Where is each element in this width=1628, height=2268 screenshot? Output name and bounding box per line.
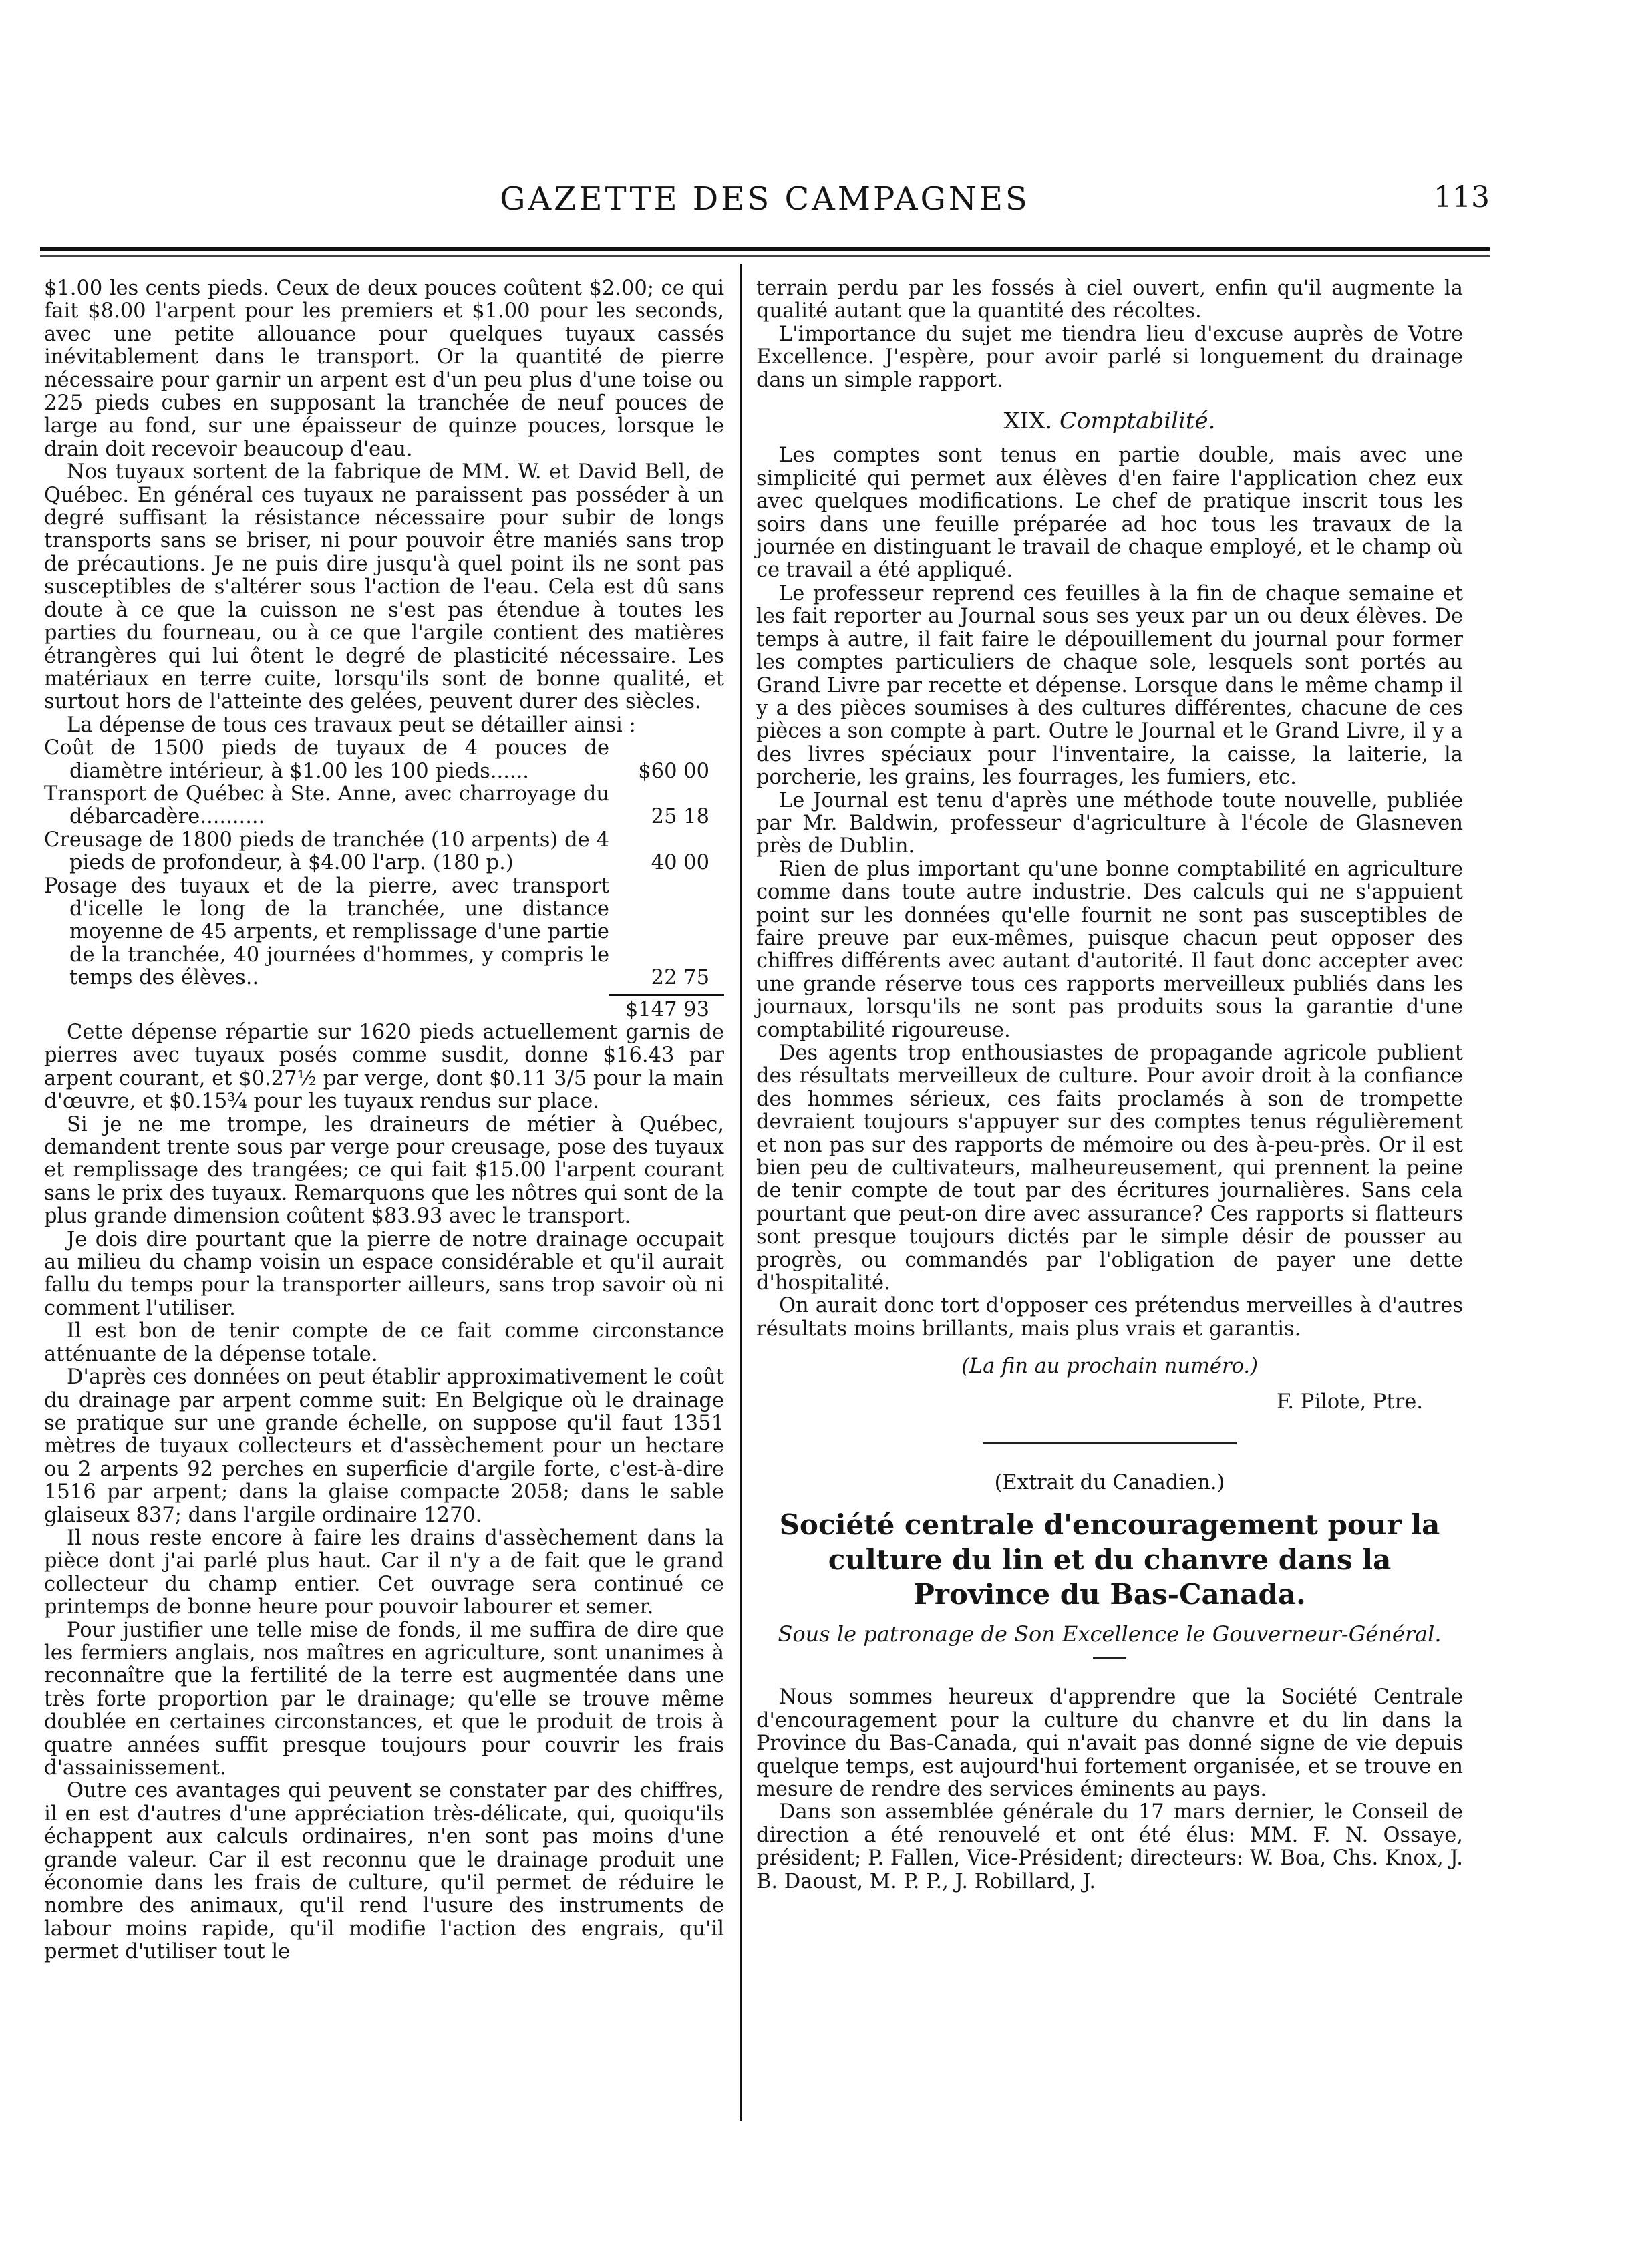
column-divider xyxy=(740,264,742,2121)
paragraph: Des agents trop enthousiastes de propagande agricole publient des résultats merveilleux de culture. Pour avoir droit à la confiance des hommes sérieux, ces faits proclamés à son de trompette devraient toujours s'appuyer sur des comptes tenus régulièrement et non pas sur des rapports de mémoire ou des à-peu-près. Or il est bien peu de cultivateurs, malheureusement, qui prennent la peine de tenir compte de tout par des écritures journalières. Sans cela pourtant que peut-on dire avec assurance? Ces rapports si flatteurs sont presque toujours dictés par le simple désir de pousser au progrès, ou commandés par l'obligation de payer une dette d'hospitalité. xyxy=(756,1041,1463,1295)
paragraph: Les comptes sont tenus en partie double, mais avec une simplicité qui permet aux élèves d'en faire l'application chez eux avec quelques modifications. Le chef de pratique inscrit tous les soirs dans une feuille préparée ad hoc tous les travaux de la journée en distinguant le travail de chaque employé, et le champ où ce travail a été appliqué. xyxy=(756,444,1463,583)
signature: F. Pilote, Ptre. xyxy=(1277,1390,1423,1414)
header-rule-thin xyxy=(40,255,1490,257)
paragraph: Nos tuyaux sortent de la fabrique de MM. W. et David Bell, de Québec. En général ces tuyaux ne paraissent pas posséder à un degré suffisant la résistance nécessaire pour subir de longs transports sans se briser, ni pour pouvoir être maniés sans trop de précautions. Je ne puis dire jusqu'à quel point ils ne sont pas susceptibles de s'altérer sous l'action de l'eau. Cela est dû sans doute à ce que la cuisson ne s'est pas étendue à toutes les parties du fourneau, ou à ce que l'argile contient des matières étrangères qui lui ôtent le degré de plasticité nécessaire. Les matériaux en terre cuite, lorsqu'ils sont de bonne qualité, et surtout hors de l'atteinte des gelées, peuvent durer des siècles. xyxy=(44,460,724,714)
paragraph: Je dois dire pourtant que la pierre de notre drainage occupait au milieu du champ voisin un espace considérable et qu'il aurait fallu du temps pour la transporter ailleurs, sans trop savoir où ni comment l'utiliser. xyxy=(44,1227,724,1320)
paragraph: L'importance du sujet me tiendra lieu d'excuse auprès de Votre Excellence. J'espère, pour avoir parlé si longuement du drainage dans un simple rapport. xyxy=(756,322,1463,392)
ledger-amount: 22 75 xyxy=(651,966,709,990)
paragraph: terrain perdu par les fossés à ciel ouvert, enfin qu'il augmente la qualité autant que la quantité des récoltes. xyxy=(756,277,1463,323)
section-title: Comptabilité. xyxy=(1060,408,1216,435)
ledger-row xyxy=(44,875,724,990)
paragraph: Si je ne me trompe, les draineurs de métier à Québec, demandent trente sous par verge pour creusage, pose des tuyaux et remplissage des trangées; ce qui fait $15.00 l'arpent courant sans le prix des tuyaux. Remarquons que les nôtres qui sont de la plus grande dimension coûtent $83.93 avec le transport. xyxy=(44,1112,724,1229)
page-number: 113 xyxy=(1434,180,1490,214)
section-heading xyxy=(756,408,1463,435)
paragraph: Outre ces avantages qui peuvent se constater par des chiffres, il en est d'autres d'une appréciation très-délicate, qui, quoiqu'ils échappent aux calculs ordinaires, n'en sont pas moins d'une grande valeur. Car il est reconnu que le drainage produit une économie dans les frais de culture, qu'il permet de réduire le nombre des animaux, qu'il rend l'usure des instruments de labour moins rapide, qu'il modifie l'action des engrais, qu'il permet d'utiliser tout le xyxy=(44,1779,724,1964)
ledger-amount: $60 00 xyxy=(638,759,709,783)
paragraph: Le professeur reprend ces feuilles à la fin de chaque semaine et les fait reporter au Journal sous ses yeux par un ou deux élèves. De temps à autre, il fait faire le dépouillement du journal pour former les comptes particuliers de chaque sole, lesquels sont portés au Grand Livre par recette et dépense. Lorsque dans le même champ il y a des pièces soumises à des cultures différentes, chacune de ces pièces a son compte à part. Outre le Journal et le Grand Livre, il y a des livres spéciaux pour l'inventaire, la caisse, la laiterie, la porcherie, les grains, les fourrages, les fumiers, etc. xyxy=(756,581,1463,790)
ledger-desc: Coût de 1500 pieds de tuyaux de 4 pouces de diamètre intérieur, à $1.00 les 100 pieds...... xyxy=(44,736,609,783)
newspaper-title: GAZETTE DES CAMPAGNES xyxy=(500,180,1030,218)
ledger-total-amount: $147 93 xyxy=(609,994,724,1021)
paragraph: Il est bon de tenir compte de ce fait comme circonstance atténuante de la dépense totale. xyxy=(44,1319,724,1366)
paragraph: Nous sommes heureux d'apprendre que la Société Centrale d'encouragement pour la culture du chanvre et du lin dans la Province du Bas-Canada, qui n'avait pas donné signe de vie depuis quelque temps, est aujourd'hui fortement organisée, et se trouve en mesure de rendre des services éminents au pays. xyxy=(756,1685,1463,1801)
ledger-desc: Transport de Québec à Ste. Anne, avec charroyage du débarcadère.......... xyxy=(44,782,609,829)
paragraph: Cette dépense répartie sur 1620 pieds actuellement garnis de pierres avec tuyaux posés comme susdit, donne $16.43 par arpent courant, et $0.27½ par verge, dont $0.11 3/5 pour la main d'œuvre, et $0.15¾ pour les tuyaux rendus sur place. xyxy=(44,1021,724,1114)
society-title: Société centrale d'encouragement pour la culture du lin et du chanvre dans la Province du Bas-Canada. xyxy=(779,1508,1440,1611)
paragraph: On aurait donc tort d'opposer ces prétendus merveilles à d'autres résultats moins brillants, mais plus vrais et garantis. xyxy=(756,1294,1463,1341)
paragraph: Pour justifier une telle mise de fonds, il me suffira de dire que les fermiers anglais, nos maîtres en agriculture, sont unanimes à reconnaître que la fertilité de la terre est augmentée dans une très forte proportion par le drainage; qu'elle se trouve même doublée en certaines circonstances, et que le produit de trois à quatre années suffit presque toujours pour couvrir les frais d'assainissement. xyxy=(44,1618,724,1780)
header-rule xyxy=(40,247,1490,251)
ledger-desc: Posage des tuyaux et de la pierre, avec transport d'icelle le long de la tranchée, une distance moyenne de 45 arpents, et remplissage d'une partie de la tranchée, 40 journées d'hommes, y compris le temps des élèves.. xyxy=(44,874,609,990)
expense-ledger xyxy=(44,737,724,1021)
ledger-desc: Creusage de 1800 pieds de tranchée (10 arpents) de 4 pieds de profondeur, à $4.00 l'arp. (180 p.) xyxy=(44,828,609,875)
extract-source: (Extrait du Canadien.) xyxy=(994,1470,1225,1494)
right-column xyxy=(756,277,1463,1893)
patronage-line: Sous le patronage de Son Excellence le Gouverneur-Général. xyxy=(778,1621,1442,1647)
paragraph: $1.00 les cents pieds. Ceux de deux pouces coûtent $2.00; ce qui fait $8.00 l'arpent pour les premiers et $1.00 pour les seconds, avec une petite allouance pour quelques tuyaux cassés inévitablement dans le transport. Or la quantité de pierre nécessaire pour garnir un arpent est d'un peu plus d'une toise ou 225 pieds cubes en supposant la tranchée de neuf pouces de large au fond, sur une épaisseur de quinze pouces, lorsque le drain doit recevoir beaucoup d'eau. xyxy=(44,277,724,461)
section-number: XIX. xyxy=(1003,408,1053,435)
continued-note: (La fin au prochain numéro.) xyxy=(961,1355,1258,1379)
ledger-amount: 25 18 xyxy=(651,805,709,829)
short-rule xyxy=(1093,1657,1126,1659)
paragraph: Le Journal est tenu d'après une méthode toute nouvelle, publiée par Mr. Baldwin, professeur d'agriculture à l'école de Glasneven près de Dublin. xyxy=(756,788,1463,858)
ledger-amount: 40 00 xyxy=(651,851,709,875)
ledger-total xyxy=(44,994,724,1021)
ledger-row xyxy=(44,783,724,829)
paragraph: Il nous reste encore à faire les drains d'assèchement dans la pièce dont j'ai parlé plus haut. Car il n'y a de fait que le grand collecteur du champ entier. Cet ouvrage sera continué ce printemps de bonne heure pour pouvoir labourer et semer. xyxy=(44,1526,724,1619)
ledger-row xyxy=(44,737,724,783)
paragraph: Rien de plus important qu'une bonne comptabilité en agriculture comme dans toute autre industrie. Des calculs qui ne s'appuient point sur les données qu'elle fournit ne sont pas susceptibles de faire preuve par eux-mêmes, puisque chacun peut opposer des chiffres différents avec autant d'autorité. Il faut donc accepter avec une grande réserve tous ces rapports merveilleux publiés dans les journaux, lorsqu'ils ne sont pas produits sous la garantie d'une comptabilité rigoureuse. xyxy=(756,857,1463,1042)
page-header xyxy=(40,180,1490,227)
paragraph: Dans son assemblée générale du 17 mars dernier, le Conseil de direction a été renouvelé et ont été élus: MM. F. N. Ossaye, président; P. Fallen, Vice-Président; directeurs: W. Boa, Chs. Knox, J. B. Daoust, M. P. P., J. Robillard, J. xyxy=(756,1800,1463,1893)
left-column xyxy=(44,277,724,1964)
paragraph: La dépense de tous ces travaux peut se détailler ainsi : xyxy=(67,713,636,737)
paragraph: D'après ces données on peut établir approximativement le coût du drainage par arpent comme suit: En Belgique où le drainage se pratique sur une grande échelle, on suppose qu'il faut 1351 mètres de tuyaux collecteurs et d'assèchement pour un hectare ou 2 arpents 92 perches en superficie d'argile forte, c'est-à-dire 1516 par arpent; dans la glaise compacte 2058; dans le sable glaiseux 837; dans l'argile ordinaire 1270. xyxy=(44,1365,724,1527)
ornament-divider xyxy=(756,1431,1463,1454)
ledger-row xyxy=(44,829,724,875)
